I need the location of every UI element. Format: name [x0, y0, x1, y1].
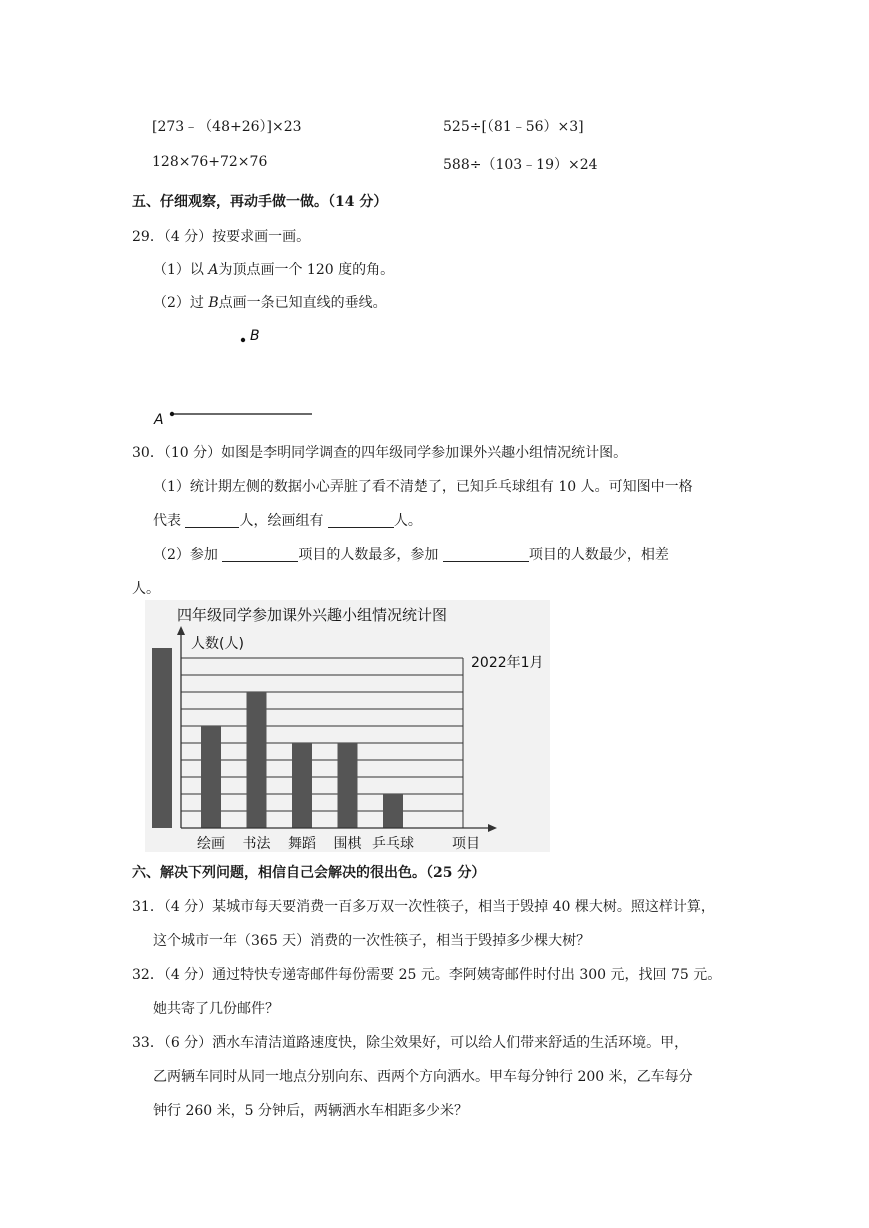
q31-line1: 31．（4 分）某城市每天要消费一百多万双一次性筷子，相当于毁掉 40 棵大树。照这样计算，	[132, 899, 715, 915]
q29-figure	[145, 322, 345, 427]
q30-p1-b: 人，绘画组有	[239, 513, 324, 529]
q29-part2-pre: （2）过	[153, 295, 209, 311]
chart-title: 四年级同学参加课外兴趣小组情况统计图	[177, 606, 448, 624]
q30-p1-c: 人。	[393, 513, 422, 529]
q29-part1-var: A	[208, 262, 219, 278]
bar-chart	[145, 600, 565, 852]
answer-blank-1[interactable]	[185, 511, 239, 528]
chart-x-tick-label: 围棋	[333, 836, 362, 852]
chart-x-tick-label: 书法	[242, 836, 271, 852]
q29-part1-post: 为顶点画一个 120 度的角。	[218, 262, 395, 278]
chart-bar	[383, 794, 403, 828]
expr-1: [273﹣（48+26）]×23	[152, 119, 302, 135]
q33-line3: 钟行 260 米，5 分钟后，两辆洒水车相距多少米？	[153, 1103, 468, 1119]
q32-line1: 32．（4 分）通过特快专递寄邮件每份需要 25 元。李阿姨寄邮件时付出 300 元，找回 75 元。	[132, 967, 722, 983]
q30-part1-line1: （1）统计期左侧的数据小心弄脏了看不清楚了，已知乒乓球组有 10 人。可知图中一格	[153, 479, 693, 495]
label-b: B	[250, 328, 260, 344]
q33-line2: 乙两辆车同时从同一地点分别向东、西两个方向洒水。甲车每分钟行 200 米，乙车每分	[153, 1069, 693, 1085]
q30-p2-b: 项目的人数最多，参加	[298, 547, 439, 563]
chart-x-tick-label: 乒乓球	[372, 836, 414, 852]
q30-part2-line2: 人。	[132, 581, 160, 597]
chart-bar	[247, 692, 267, 828]
q29-part2-var: B	[208, 295, 219, 311]
label-a: A	[154, 412, 164, 427]
expr-2: 525÷[（81﹣56）×3]	[443, 119, 584, 135]
q30-part1-line2	[153, 510, 422, 530]
section-6-title: 六、解决下列问题，相信自己会解决的很出色。（25 分）	[132, 865, 486, 881]
q29-stem: 29．（4 分）按要求画一画。	[132, 229, 311, 245]
answer-blank-3[interactable]	[222, 545, 298, 562]
q33-line1: 33．（6 分）洒水车清洁道路速度快，除尘效果好，可以给人们带来舒适的生活环境。甲，	[132, 1035, 689, 1051]
answer-blank-4[interactable]	[443, 545, 529, 562]
smudged-left-bar	[152, 648, 172, 828]
q29-part2-post: 点画一条已知直线的垂线。	[218, 295, 387, 311]
chart-bar	[292, 743, 312, 828]
q29-part1-pre: （1）以	[153, 262, 209, 278]
q30-p1-a: 代表	[153, 513, 181, 529]
chart-x-tick-label: 绘画	[197, 836, 225, 852]
section-5-title: 五、仔细观察，再动手做一做。（14 分）	[132, 194, 388, 210]
q30-p2-a: （2）参加	[153, 547, 218, 563]
chart-x-tick-label: 舞蹈	[288, 836, 316, 852]
q32-line2: 她共寄了几份邮件？	[153, 1001, 279, 1017]
q29-part1	[153, 259, 394, 279]
chart-x-axis-label: 项目	[452, 836, 480, 852]
q31-line2: 这个城市一年（365 天）消费的一次性筷子，相当于毁掉多少棵大树？	[153, 933, 591, 949]
chart-y-axis-label: 人数(人)	[191, 636, 244, 652]
chart-bar	[201, 726, 221, 828]
expr-4: 588÷（103﹣19）×24	[443, 157, 598, 173]
point-b	[241, 338, 245, 342]
q30-part2-line1	[153, 544, 669, 564]
q29-part2	[153, 292, 387, 312]
q30-p2-c: 项目的人数最少，相差	[528, 547, 669, 563]
answer-blank-2[interactable]	[328, 511, 394, 528]
chart-bar	[338, 743, 358, 828]
q30-stem: 30．（10 分）如图是李明同学调查的四年级同学参加课外兴趣小组情况统计图。	[132, 445, 628, 461]
chart-date-label: 2022年1月	[471, 655, 544, 671]
expr-3: 128×76+72×76	[152, 154, 268, 170]
